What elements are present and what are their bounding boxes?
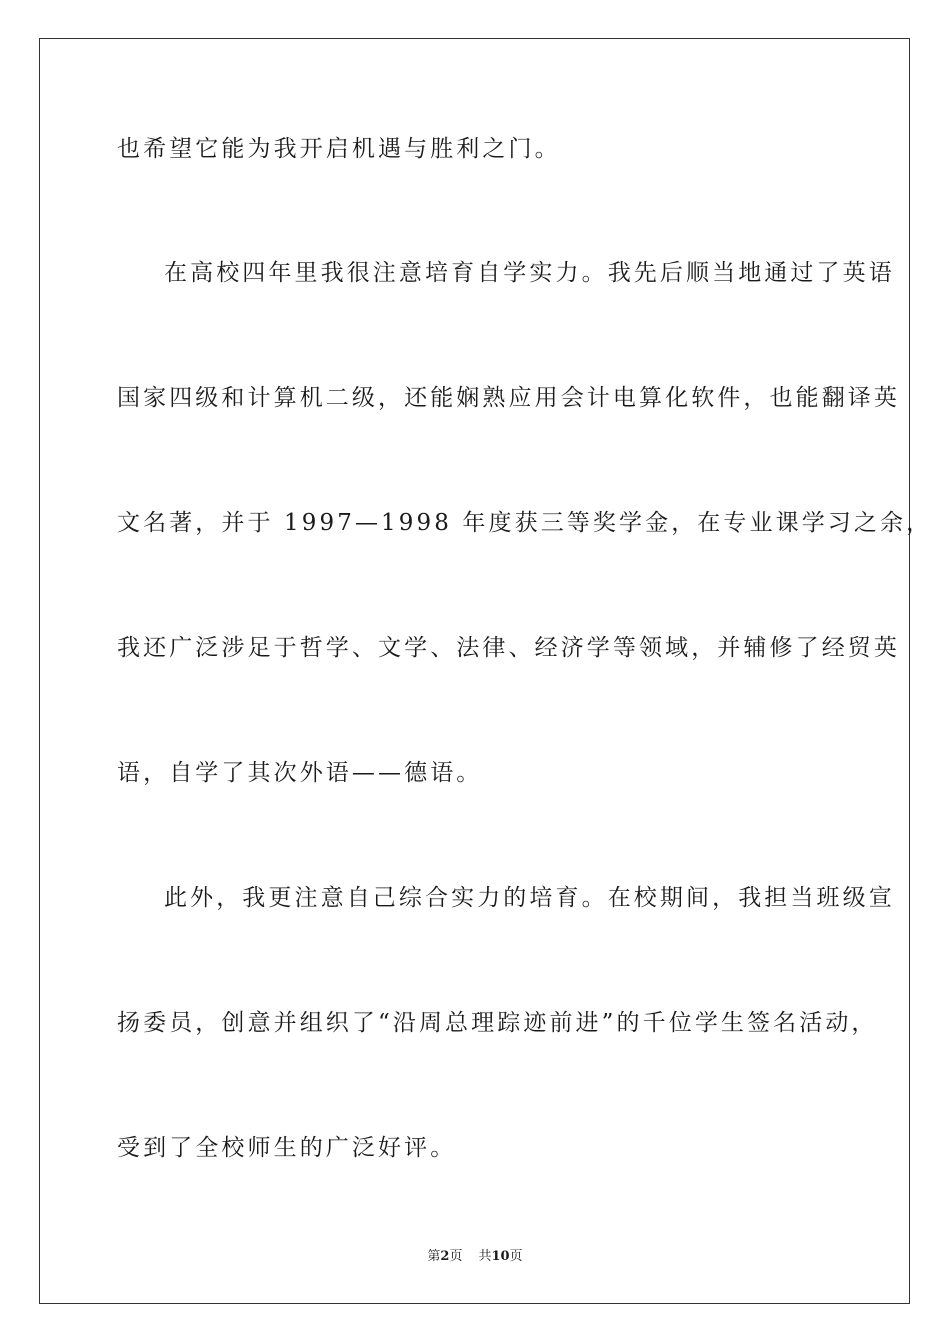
page-suffix: 页: [449, 1249, 463, 1264]
body-text-line: 受到了全校师生的广泛好评。: [117, 1135, 457, 1161]
body-text-line: 也希望它能为我开启机遇与胜利之门。: [117, 136, 561, 162]
body-text-line: 国家四级和计算机二级，还能娴熟应用会计电算化软件，也能翻译英: [117, 385, 900, 411]
page-footer: [0, 1248, 950, 1266]
body-text-line: 扬委员，创意并组织了“沿周总理踪迹前进”的千位学生签名活动，: [117, 1010, 878, 1036]
page-border: [39, 38, 910, 1304]
paragraph-start-line: 此外，我更注意自己综合实力的培育。在校期间，我担当班级宣: [164, 885, 895, 911]
total-suffix: 页: [509, 1249, 523, 1264]
page-prefix: 第: [427, 1249, 441, 1264]
total-pages: 10: [491, 1249, 510, 1264]
total-prefix: 共: [478, 1249, 492, 1264]
paragraph-start-line: 在高校四年里我很注意培育自学实力。我先后顺当地通过了英语: [164, 260, 895, 286]
body-text-line: 文名著，并于 1997—1998 年度获三等奖学金，在专业课学习之余，: [117, 510, 933, 536]
page-number: 2: [440, 1249, 450, 1264]
body-text-line: 语，自学了其次外语——德语。: [117, 760, 483, 786]
body-text-line: 我还广泛涉足于哲学、文学、法律、经济学等领域，并辅修了经贸英: [117, 635, 900, 661]
